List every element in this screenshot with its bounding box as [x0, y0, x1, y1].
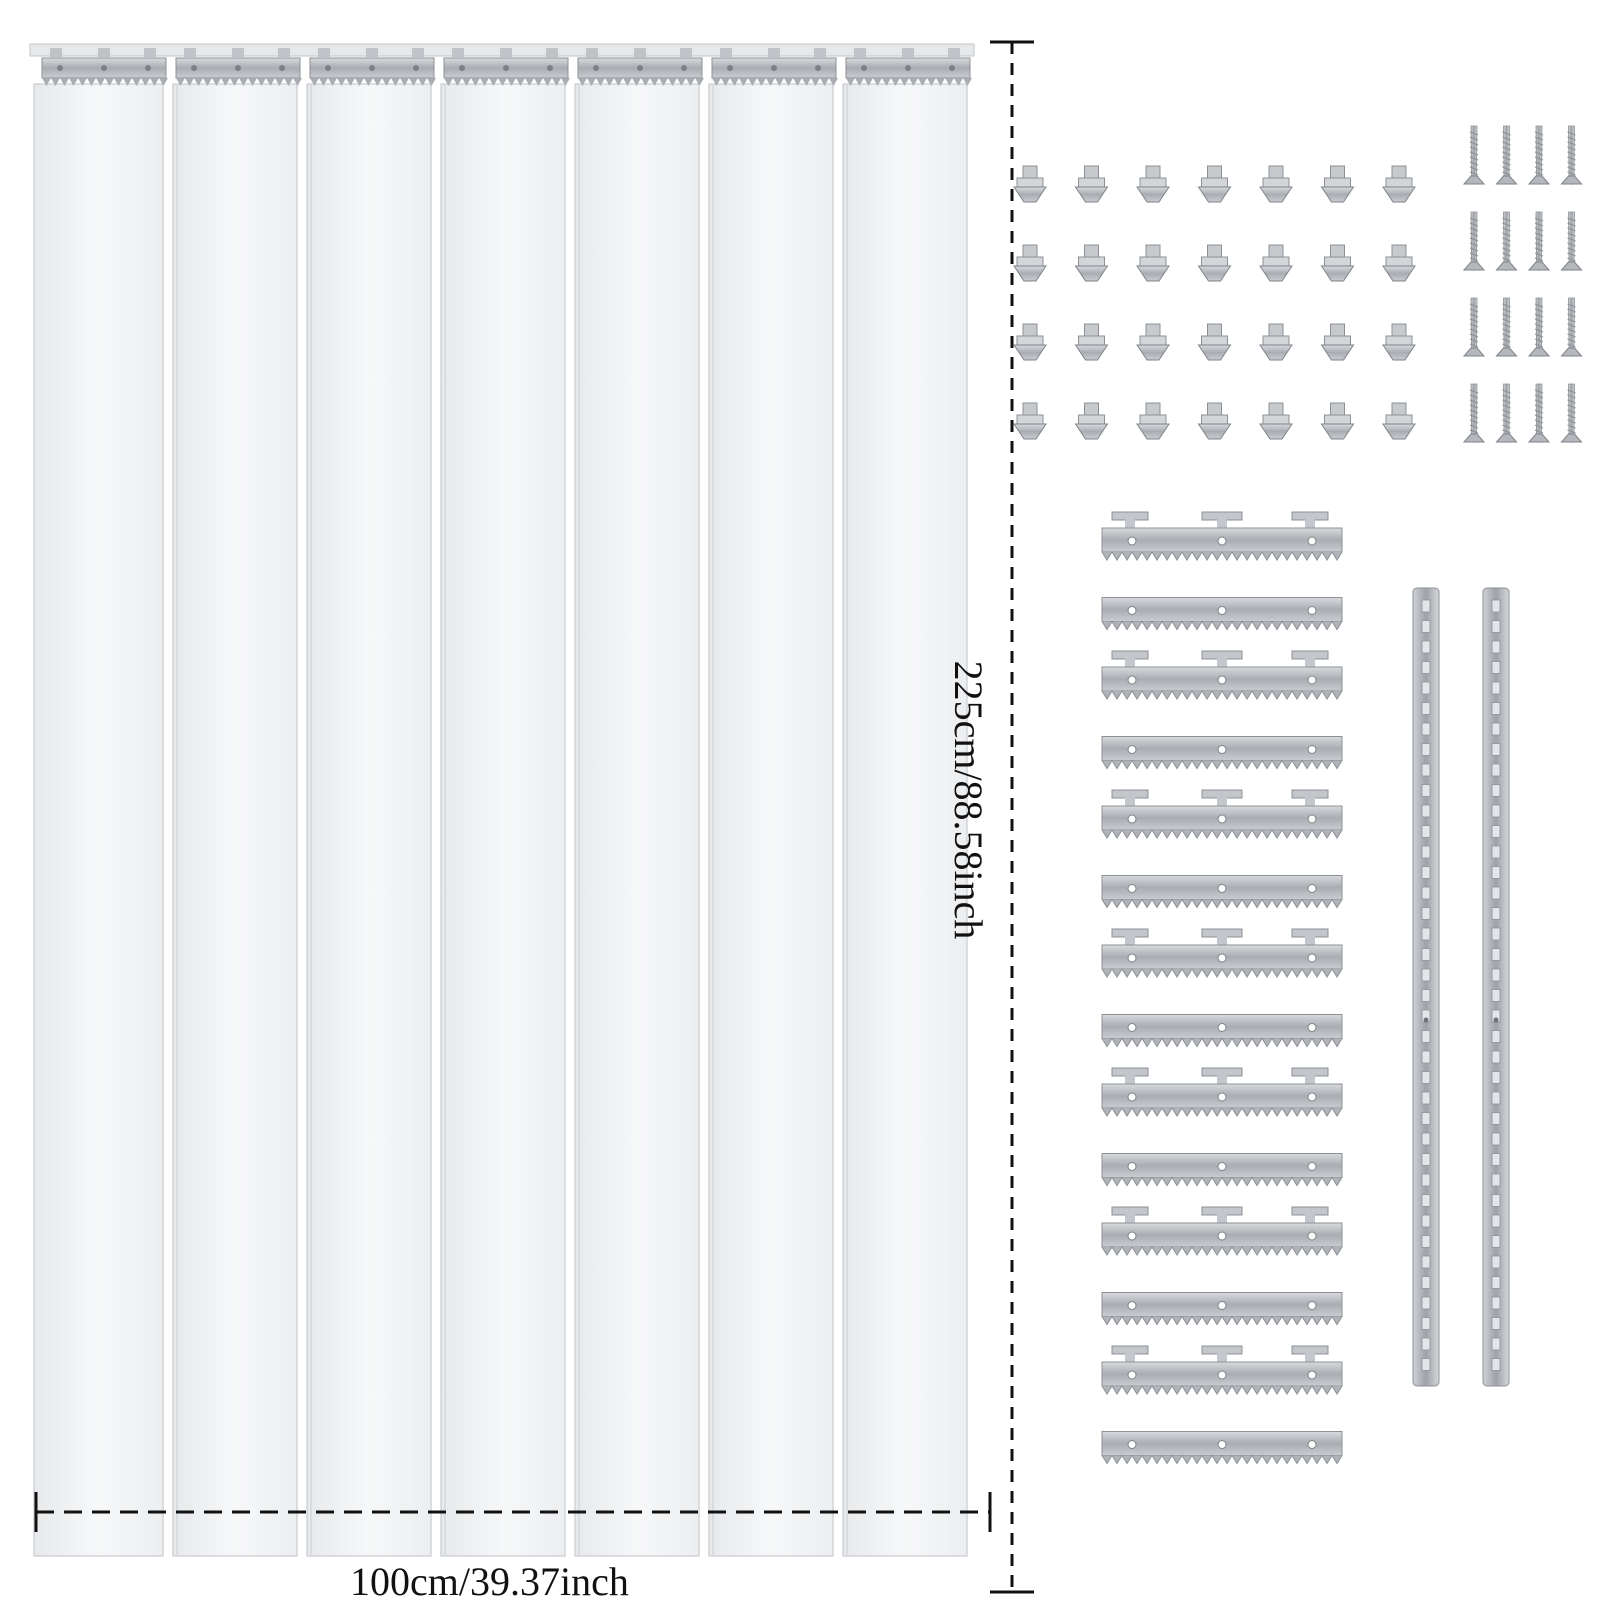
wood-screw	[1529, 384, 1549, 442]
bolt-nut	[1137, 245, 1169, 281]
bolt-nut	[1199, 324, 1231, 360]
vertical-mounting-rail	[1413, 588, 1439, 1386]
bolt-nut	[1076, 245, 1108, 281]
strip-clamp-plate	[1102, 512, 1342, 560]
strip-hanger-plate	[176, 48, 302, 86]
bolt-nut	[1014, 245, 1046, 281]
strip-clamp-plate	[1102, 876, 1342, 908]
bolt-nut	[1260, 166, 1292, 202]
strip-clamp-plate	[1102, 598, 1342, 630]
wood-screw	[1464, 298, 1484, 356]
strip-clamp-plate	[1102, 651, 1342, 699]
strip-clamp-plate	[1102, 1346, 1342, 1394]
bolt-nut	[1322, 245, 1354, 281]
bolt-nut	[1199, 245, 1231, 281]
bolt-nut	[1014, 324, 1046, 360]
bolt-nut	[1383, 403, 1415, 439]
bolt-nut	[1322, 324, 1354, 360]
bolt-nut	[1137, 324, 1169, 360]
pvc-strip-curtain	[34, 84, 967, 1556]
vertical-mounting-rail	[1483, 588, 1509, 1386]
wood-screw	[1529, 298, 1549, 356]
curtain-strip	[575, 84, 699, 1556]
curtain-strip	[173, 84, 297, 1556]
wood-screw	[1464, 126, 1484, 184]
bolt-nut	[1076, 324, 1108, 360]
wood-screw	[1562, 212, 1582, 270]
strip-clamp-plate	[1102, 737, 1342, 769]
strip-clamp-plate	[1102, 790, 1342, 838]
bolt-nut	[1383, 324, 1415, 360]
wood-screw	[1497, 126, 1517, 184]
strip-clamp-plate	[1102, 1207, 1342, 1255]
strip-clamp-plate	[1102, 1154, 1342, 1186]
bolt-nut	[1199, 166, 1231, 202]
bolt-nut	[1260, 403, 1292, 439]
wood-screw	[1497, 298, 1517, 356]
bolt-nut	[1014, 166, 1046, 202]
bolt-nut	[1137, 166, 1169, 202]
wood-screw	[1562, 298, 1582, 356]
strip-hanger-plate	[444, 48, 570, 86]
bolt-nut	[1014, 403, 1046, 439]
wood-screw	[1562, 384, 1582, 442]
bolt-nut	[1260, 324, 1292, 360]
bolt-nut	[1076, 166, 1108, 202]
wood-screw	[1497, 384, 1517, 442]
bolt-nut	[1199, 403, 1231, 439]
wood-screw-set	[1464, 126, 1582, 442]
bolt-and-nut-set	[1014, 166, 1415, 439]
curtain-strip	[34, 84, 163, 1556]
wood-screw	[1464, 212, 1484, 270]
top-hanging-rail	[30, 44, 974, 86]
wood-screw	[1464, 384, 1484, 442]
bolt-nut	[1383, 245, 1415, 281]
curtain-strip	[709, 84, 833, 1556]
strip-hanger-plate	[578, 48, 704, 86]
bolt-nut	[1383, 166, 1415, 202]
strip-hanger-plate	[712, 48, 838, 86]
strip-clamp-plate	[1102, 1293, 1342, 1325]
strip-clamp-plate	[1102, 1068, 1342, 1116]
mounting-rails	[1413, 588, 1509, 1386]
strip-clamp-plate	[1102, 929, 1342, 977]
wood-screw	[1497, 212, 1517, 270]
bolt-nut	[1260, 245, 1292, 281]
width-dimension-label: 100cm/39.37inch	[350, 1559, 629, 1604]
wood-screw	[1529, 126, 1549, 184]
strip-hanger-plate	[310, 48, 436, 86]
strip-hanger-plate	[42, 48, 168, 86]
wood-screw	[1529, 212, 1549, 270]
strip-clamp-plate	[1102, 1432, 1342, 1464]
strip-mounting-plates	[1102, 512, 1342, 1464]
bolt-nut	[1322, 403, 1354, 439]
bolt-nut	[1137, 403, 1169, 439]
height-dimension-label: 225cm/88.58inch	[946, 660, 991, 940]
wood-screw	[1562, 126, 1582, 184]
curtain-strip	[441, 84, 565, 1556]
strip-hanger-plate	[846, 48, 972, 86]
strip-clamp-plate	[1102, 1015, 1342, 1047]
bolt-nut	[1322, 166, 1354, 202]
curtain-strip	[307, 84, 431, 1556]
bolt-nut	[1076, 403, 1108, 439]
